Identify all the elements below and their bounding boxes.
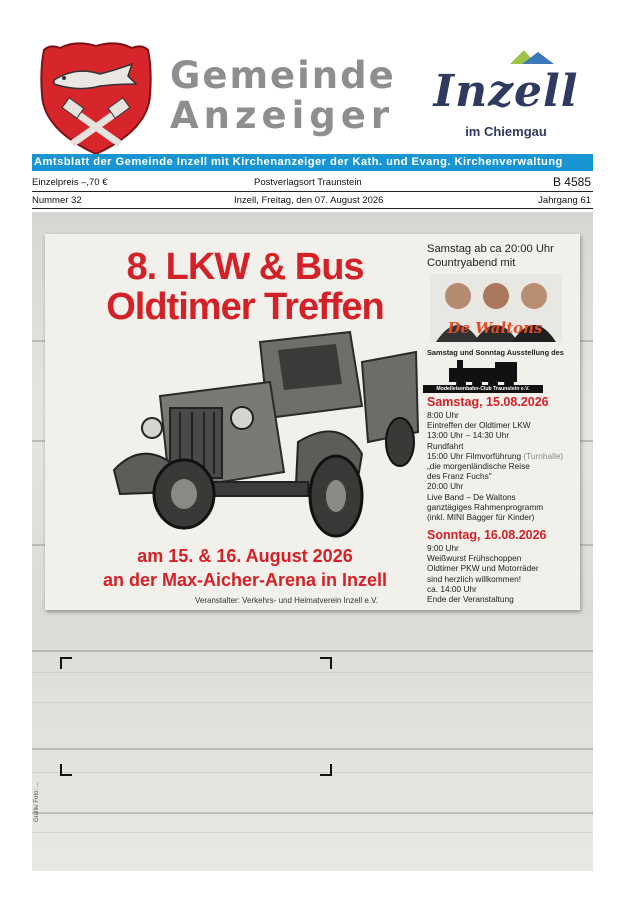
saturday-heading: Samstag, 15.08.2026 bbox=[427, 395, 549, 409]
schedule-line: Rundfahrt bbox=[427, 440, 464, 451]
evening-line2: Countryabend mit bbox=[427, 257, 516, 269]
crop-mark bbox=[320, 764, 332, 776]
info-row-2 bbox=[32, 195, 593, 208]
evening-announcement bbox=[427, 242, 577, 270]
crop-mark bbox=[60, 764, 72, 776]
schedule-line-note: (Turnhalle) bbox=[523, 450, 564, 461]
vintage-truck-icon bbox=[100, 322, 420, 548]
schedule-line: „die morgenländische Reise bbox=[427, 461, 530, 472]
header-rule bbox=[32, 191, 593, 192]
schedule-line: 20:00 Uhr bbox=[427, 481, 464, 492]
coat-of-arms-icon bbox=[36, 40, 156, 158]
schedule-line: ganztägiges Rahmenprogramm bbox=[427, 501, 544, 512]
poster-organizer: Veranstalter: Verkehrs- und Heimatverein Inzell e.V. bbox=[195, 596, 378, 605]
masthead-title bbox=[170, 56, 400, 136]
schedule-line: (inkl. MINI Bagger für Kinder) bbox=[427, 512, 535, 523]
band-name-logo: De Waltons bbox=[447, 319, 543, 337]
schedule-line: 13:00 Uhr – 14:30 Uhr bbox=[427, 430, 510, 441]
schedule-line: 9:00 Uhr bbox=[427, 543, 459, 553]
masthead-title-line2: Anzeiger bbox=[170, 94, 395, 137]
saturday-schedule bbox=[427, 394, 577, 522]
schedule-line: des Franz Fuchs" bbox=[427, 471, 492, 482]
schedule-line bbox=[427, 451, 577, 461]
schedule-line: ca. 14:00 Uhr bbox=[427, 583, 477, 594]
schedule-line-part: 15:00 Uhr Filmvorführung bbox=[427, 450, 522, 461]
schedule-line: Ende der Veranstaltung bbox=[427, 594, 514, 605]
postal-code: B 4585 bbox=[552, 175, 591, 189]
evening-line1: Samstag ab ca 20:00 Uhr bbox=[427, 243, 554, 255]
event-poster bbox=[45, 234, 580, 610]
issue-number: Nummer 32 bbox=[32, 195, 82, 206]
masthead-banner: Amtsblatt der Gemeinde Inzell mit Kirchenanzeiger der Kath. und Evang. Kirchenverwaltung bbox=[32, 154, 593, 171]
schedule-line: Oldtimer PKW und Motorräder bbox=[427, 563, 539, 574]
schedule-line: Live Band – De Waltons bbox=[427, 491, 516, 502]
inzell-logo-wordmark: Inzell bbox=[433, 66, 579, 117]
photo-credit: Grafik/ Foto: ... bbox=[34, 782, 40, 822]
issue-date: Inzell, Freitag, den 07. August 2026 bbox=[234, 195, 384, 206]
poster-title-line2: Oldtimer Treffen bbox=[106, 286, 384, 328]
price-label: Einzelpreis –,70 € bbox=[32, 177, 108, 188]
volume-label: Jahrgang 61 bbox=[538, 195, 591, 206]
masthead-title-line1: Gemeinde bbox=[170, 54, 396, 97]
sunday-schedule bbox=[427, 527, 577, 604]
crop-mark bbox=[60, 657, 72, 669]
schedule-line: sind herzlich willkommen! bbox=[427, 573, 522, 584]
crop-mark bbox=[320, 657, 332, 669]
schedule-line: Eintreffen der Oldtimer LKW bbox=[427, 420, 531, 431]
poster-title-line1: 8. LKW & Bus bbox=[126, 246, 364, 288]
sunday-heading: Sonntag, 16.08.2026 bbox=[427, 528, 547, 542]
exhibition-note: Samstag und Sonntag Ausstellung des bbox=[427, 348, 564, 357]
inzell-logo-subtitle: im Chiemgau bbox=[465, 124, 547, 139]
postal-label: Postverlagsort Traunstein bbox=[254, 177, 362, 188]
header-rule-2 bbox=[32, 208, 593, 209]
schedule-line: 8:00 Uhr bbox=[427, 410, 459, 420]
poster-venue: an der Max-Aicher-Arena in Inzell bbox=[102, 570, 388, 590]
poster-date: am 15. & 16. August 2026 bbox=[137, 546, 353, 566]
schedule-line: Weißwurst Frühschoppen bbox=[427, 553, 522, 564]
club-name-label: Modelleisenbahn-Club Traunstein e.V. bbox=[423, 385, 543, 393]
info-row-1 bbox=[32, 177, 593, 190]
